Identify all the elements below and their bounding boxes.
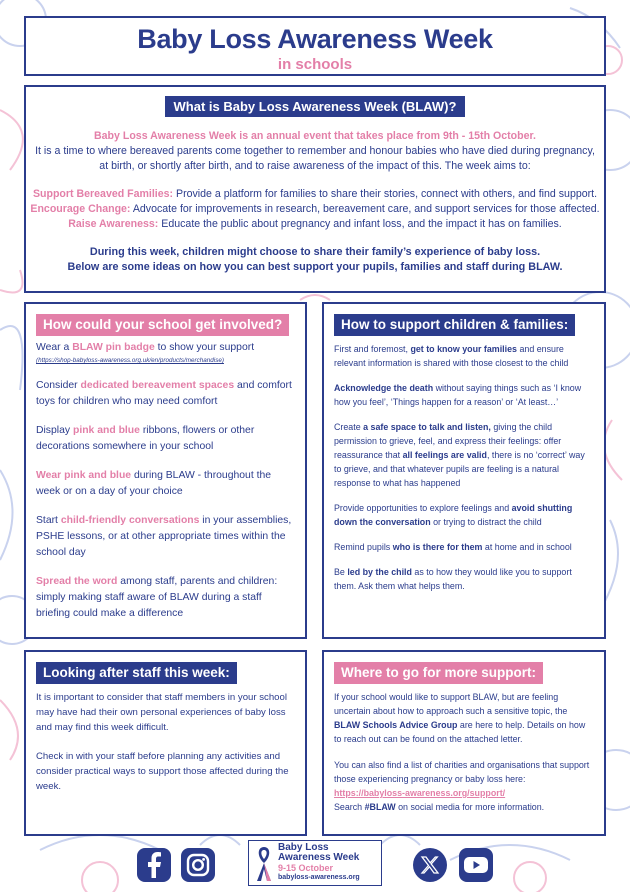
item-highlight: get to know your families [410,344,517,354]
logo-line-3: 9-15 October [278,863,334,873]
list-item [334,420,594,490]
logo-line-2: Awareness Week [278,852,360,863]
youtube-icon[interactable] [459,848,493,882]
logo-line-4: babyloss-awareness.org [278,874,360,881]
blaw-logo [248,840,382,886]
get-involved-heading: How could your school get involved? [36,314,289,336]
page-title: Baby Loss Awareness Week [137,24,493,54]
item-text: Provide opportunities to explore feelings and [334,503,512,513]
closing-paragraph [26,245,604,275]
item-highlight: led by the child [347,567,412,577]
list-item: It is important to consider that staff members in your school may have had their own personal experiences of baby loss and may find this week difficult. [36,692,287,733]
staff-section [24,650,307,836]
x-icon[interactable] [413,848,447,882]
item-highlight: avoid shutting down the conversation [334,503,573,527]
item-highlight: child-friendly conversations [60,515,200,526]
item-highlight: Spread the word [36,576,118,587]
item-text: in your assemblies, PSHE lessons, or at other appropriate times within the school day [36,515,292,558]
instagram-icon[interactable] [181,848,215,882]
staff-heading: Looking after staff this week: [36,662,237,684]
item-text: and comfort toys for children who may need comfort [36,380,292,407]
item-text: and ensure relevant information is shared with those closest to the child [334,344,569,368]
list-item [36,423,295,455]
ribbon-icon [254,843,274,883]
aims-list [26,187,604,232]
support-children-list [334,342,594,604]
list-item [36,468,295,500]
item-text: , there is no ‘correct’ way to grieve, and that whatever pupils are feeling is a natural response to what has happened [334,450,585,488]
more-support-section [322,650,606,836]
list-item [36,513,295,561]
item-text: If your school would like to support BLAW, but are feeling uncertain about how to approach such a sensitive topic, the [334,692,568,716]
item-text: Consider [36,380,81,391]
item-highlight: BLAW pin badge [72,342,155,353]
item-text: ribbons, flowers or other decorations somewhere in your school [36,425,255,452]
support-children-heading: How to support children & families: [334,314,575,336]
item-text: or trying to distract the child [430,517,542,527]
aim-item [26,202,604,217]
aim-label: Support Bereaved Families: [32,188,174,200]
list-item [334,381,594,409]
aim-item [26,187,604,202]
item-text: to show your support [154,342,255,353]
item-highlight: all feelings are valid [402,450,487,460]
list-item [334,540,594,554]
facebook-icon[interactable] [137,848,171,882]
logo-line-1: Baby Loss [278,842,329,853]
list-item [334,690,594,746]
support-link[interactable]: https://babyloss-awareness.org/support/ [334,788,506,798]
closing-line-2: Below are some ideas on how you can best support your pupils, families and staff during BLAW. [67,261,563,273]
aim-text: Educate the public about pregnancy and infant loss, and the impact it has on families. [158,218,562,230]
aim-label: Encourage Change: [30,203,131,215]
aim-label: Raise Awareness: [68,218,159,230]
footer [0,838,630,892]
more-support-content [334,690,594,814]
intro-text: It is a time to where bereaved parents come together to remember and honour babies who have died during pregnancy, at birth, or shortly after birth, and to raise awareness of the impact of this. The week aims to: [35,145,595,172]
item-text: Search [334,802,365,812]
what-is-blaw-section [24,85,606,293]
item-highlight: a safe space to talk and listen, [363,422,491,432]
item-text: You can also find a list of charities and organisations that support those experiencing pregnancy or baby loss here: [334,760,590,784]
list-item [334,342,594,370]
item-text: at home and in school [482,542,572,552]
item-text: among staff, parents and children: simply making staff aware of BLAW during a staff briefing could make a difference [36,576,278,619]
item-text: Create [334,422,364,432]
item-highlight: Acknowledge the death [334,383,434,393]
intro-highlight: Baby Loss Awareness Week is an annual event that takes place from 9th - 15th October. [94,130,536,142]
hashtag: #BLAW [364,802,396,812]
item-text: Display [36,425,73,436]
get-involved-list [36,340,295,635]
item-text: Be [334,567,348,577]
list-item [334,501,594,529]
list-item [36,378,295,410]
item-text: without saying things such as ‘I know how you feel’, ‘Things happen for a reason’ or ‘At least…’ [334,383,582,407]
aim-item [26,217,604,232]
list-item [36,340,295,365]
item-text: giving the child permission to grieve, feel, and express their feelings: offer reassurance that [334,422,562,460]
what-is-blaw-heading: What is Baby Loss Awareness Week (BLAW)? [165,96,466,117]
item-highlight: BLAW Schools Advice Group [334,720,458,730]
list-item [334,758,594,814]
aim-text: Advocate for improvements in research, bereavement care, and support services for those affected. [130,203,600,215]
more-support-heading: Where to go for more support: [334,662,543,684]
item-highlight: Wear pink and blue [36,470,132,481]
item-highlight: pink and blue [72,425,140,436]
list-item [334,565,594,593]
merchandise-link[interactable]: (https://shop-babyloss-awareness.org.uk/en/products/merchandise) [36,357,224,364]
item-text: as to how they would like you to support them. Ask them what helps them. [334,567,572,591]
item-highlight: dedicated bereavement spaces [80,380,235,391]
staff-list [36,690,295,808]
page-subtitle: in schools [277,56,353,73]
item-text: Wear a [36,342,73,353]
intro-paragraph [26,129,604,174]
list-item: Check in with your staff before planning any activities and consider practical ways to support those affected during the week. [36,751,289,792]
support-children-section [322,302,606,639]
get-involved-section [24,302,307,639]
item-text: Start [36,515,61,526]
item-text: Remind pupils [334,542,393,552]
item-highlight: who is there for them [392,542,483,552]
aim-text: Provide a platform for families to share their stories, connect with others, and find support. [173,188,598,200]
item-text: First and foremost, [334,344,411,354]
item-text: during BLAW - throughout the week or on a day of your choice [36,470,272,497]
list-item [36,574,295,622]
item-text: are here to help. Details on how to reach out can be found on the attached letter. [334,720,586,744]
closing-line-1: During this week, children might choose to share their family’s experience of baby loss. [89,246,541,258]
title-banner [24,16,606,76]
item-text: on social media for more information. [395,802,545,812]
